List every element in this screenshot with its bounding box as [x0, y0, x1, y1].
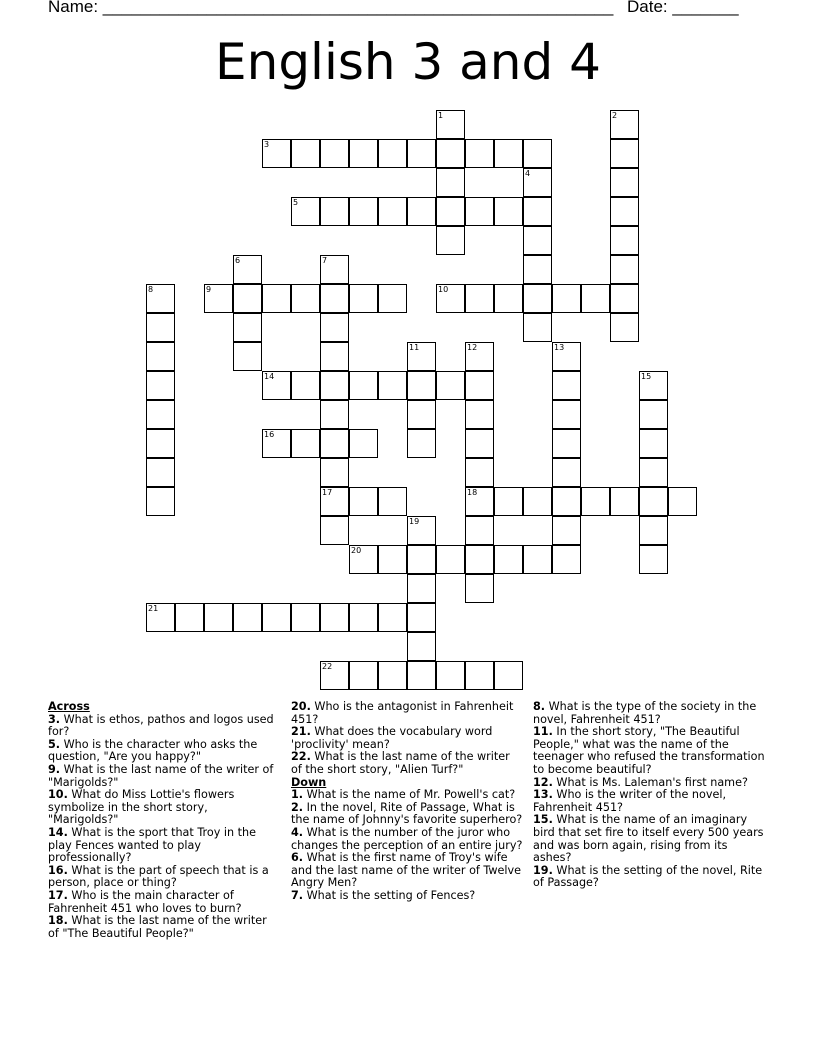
clue-number: 9: [206, 285, 212, 294]
crossword-cell[interactable]: [146, 400, 175, 429]
crossword-cell[interactable]: [291, 603, 320, 632]
crossword-cell[interactable]: [465, 661, 494, 690]
crossword-cell[interactable]: [552, 342, 581, 371]
clue-number: 21: [148, 604, 159, 613]
crossword-cell[interactable]: [407, 632, 436, 661]
across-heading: Across: [48, 700, 90, 713]
clues-column-2: [291, 701, 523, 903]
down-clue: 7. What is the setting of Fences?: [291, 888, 476, 902]
down-clue: 6. What is the first name of Troy's wife and the last name of the writer of Twelve Angry Men?: [291, 851, 522, 890]
clue-number: 7: [322, 256, 328, 265]
crossword-cell[interactable]: [523, 168, 552, 197]
across-clue: 18. What is the last name of the writer of "The Beautiful People?": [48, 914, 267, 940]
crossword-cell[interactable]: [175, 603, 204, 632]
crossword-cell[interactable]: [407, 545, 436, 574]
crossword-cell[interactable]: [233, 255, 262, 284]
clue-number: 13: [554, 343, 565, 352]
down-clue: 8. What is the type of the society in the novel, Fahrenheit 451?: [533, 700, 757, 726]
crossword-cell[interactable]: [378, 284, 407, 313]
crossword-cell[interactable]: [639, 400, 668, 429]
clue-number: 22: [322, 662, 333, 671]
crossword-cell[interactable]: [320, 371, 349, 400]
crossword-cell[interactable]: [552, 487, 581, 516]
crossword-cell[interactable]: [465, 574, 494, 603]
crossword-cell[interactable]: [465, 487, 494, 516]
crossword-cell[interactable]: [465, 371, 494, 400]
crossword-cell[interactable]: [378, 661, 407, 690]
crossword-cell[interactable]: [378, 139, 407, 168]
across-clue: 22. What is the last name of the writer of the short story, "Alien Turf?": [291, 750, 510, 776]
across-clue: 16. What is the part of speech that is a person, place or thing?: [48, 863, 269, 890]
crossword-cell[interactable]: [639, 516, 668, 545]
date-field[interactable]: Date: _______: [627, 0, 739, 16]
crossword-cell[interactable]: [436, 284, 465, 313]
crossword-cell[interactable]: [407, 603, 436, 632]
page-title: English 3 and 4: [215, 33, 601, 91]
crossword-cell[interactable]: [378, 371, 407, 400]
crossword-cell[interactable]: [552, 516, 581, 545]
crossword-cell[interactable]: [436, 226, 465, 255]
crossword-cell[interactable]: [320, 661, 349, 690]
clue-number: 11: [409, 343, 420, 352]
clue-number: 16: [264, 430, 275, 439]
across-clue: 14. What is the sport that Troy in the play Fences wanted to play professionally?: [48, 825, 257, 865]
down-clue: 11. In the short story, "The Beautiful People," what was the name of the teenager who refused the transformation to become beautiful?: [533, 725, 765, 776]
crossword-cell[interactable]: [552, 284, 581, 313]
crossword-cell[interactable]: [465, 458, 494, 487]
crossword-cell[interactable]: [349, 661, 378, 690]
down-clue: 12. What is Ms. Laleman's first name?: [533, 775, 748, 789]
crossword-cell[interactable]: [465, 139, 494, 168]
crossword-cell[interactable]: [465, 342, 494, 371]
crossword-cell[interactable]: [291, 197, 320, 226]
crossword-cell[interactable]: [320, 429, 349, 458]
crossword-cell[interactable]: [552, 400, 581, 429]
crossword-cell[interactable]: [407, 139, 436, 168]
crossword-cell[interactable]: [262, 139, 291, 168]
crossword-cell[interactable]: [146, 458, 175, 487]
crossword-cell[interactable]: [407, 371, 436, 400]
crossword-cell[interactable]: [436, 139, 465, 168]
clue-number: 15: [641, 372, 652, 381]
clue-number: 2: [612, 111, 618, 120]
crossword-cell[interactable]: [523, 255, 552, 284]
crossword-cell[interactable]: [610, 255, 639, 284]
crossword-cell[interactable]: [407, 429, 436, 458]
crossword-cell[interactable]: [639, 429, 668, 458]
crossword-cell[interactable]: [146, 603, 175, 632]
crossword-cell[interactable]: [262, 371, 291, 400]
crossword-cell[interactable]: [233, 284, 262, 313]
crossword-cell[interactable]: [523, 545, 552, 574]
across-clue: 9. What is the last name of the writer of "Marigolds?": [48, 762, 274, 789]
crossword-cell[interactable]: [378, 545, 407, 574]
crossword-cell[interactable]: [291, 139, 320, 168]
crossword-cell[interactable]: [320, 400, 349, 429]
across-clue: 20. Who is the antagonist in Fahrenheit 451?: [291, 700, 514, 726]
crossword-cell[interactable]: [494, 661, 523, 690]
down-clue: 19. What is the setting of the novel, Rite of Passage?: [533, 863, 763, 890]
crossword-cell[interactable]: [465, 400, 494, 429]
crossword-cell[interactable]: [494, 139, 523, 168]
crossword-cell[interactable]: [465, 197, 494, 226]
crossword-cell[interactable]: [610, 197, 639, 226]
name-field[interactable]: Name: ______________________________________________________: [48, 0, 614, 16]
across-clue: 17. Who is the main character of Fahrenheit 451 who loves to burn?: [48, 888, 242, 915]
crossword-cell[interactable]: [146, 487, 175, 516]
crossword-cell[interactable]: [320, 255, 349, 284]
crossword-cell[interactable]: [436, 661, 465, 690]
crossword-cell[interactable]: [320, 284, 349, 313]
crossword-cell[interactable]: [146, 313, 175, 342]
crossword-cell[interactable]: [494, 284, 523, 313]
crossword-cell[interactable]: [581, 284, 610, 313]
crossword-cell[interactable]: [378, 197, 407, 226]
crossword-cell[interactable]: [436, 168, 465, 197]
clue-number: 19: [409, 517, 420, 526]
crossword-cell[interactable]: [349, 139, 378, 168]
crossword-cell[interactable]: [610, 110, 639, 139]
down-clue: 2. In the novel, Rite of Passage, What is the name of Johnny's favorite superhero?: [291, 800, 523, 827]
crossword-cell[interactable]: [523, 284, 552, 313]
crossword-cell[interactable]: [552, 371, 581, 400]
crossword-cell[interactable]: [291, 429, 320, 458]
crossword-cell[interactable]: [523, 197, 552, 226]
crossword-cell[interactable]: [465, 516, 494, 545]
crossword-cell[interactable]: [581, 487, 610, 516]
crossword-cell[interactable]: [610, 168, 639, 197]
crossword-cell[interactable]: [407, 400, 436, 429]
across-clue: 10. What do Miss Lottie's flowers symbolize in the short story, "Marigolds?": [48, 788, 235, 827]
crossword-cell[interactable]: [146, 284, 175, 313]
clue-number: 3: [264, 140, 270, 149]
crossword-cell[interactable]: [494, 197, 523, 226]
crossword-cell[interactable]: [233, 342, 262, 371]
clues-column-3: [533, 701, 767, 890]
crossword-cell[interactable]: [349, 603, 378, 632]
clue-number: 8: [148, 285, 154, 294]
crossword-cell[interactable]: [349, 371, 378, 400]
crossword-cell[interactable]: [639, 487, 668, 516]
crossword-cell[interactable]: [407, 516, 436, 545]
crossword-cell[interactable]: [668, 487, 697, 516]
crossword-cell[interactable]: [552, 429, 581, 458]
crossword-cell[interactable]: [233, 313, 262, 342]
across-clue: 21. What does the vocabulary word 'proclivity' mean?: [291, 725, 493, 751]
crossword-cell[interactable]: [639, 458, 668, 487]
down-clue: 13. Who is the writer of the novel, Fahrenheit 451?: [533, 788, 726, 814]
down-clue: 4. What is the number of the juror who changes the perception of an entire jury?: [291, 825, 523, 852]
crossword-cell[interactable]: [320, 458, 349, 487]
crossword-cell[interactable]: [349, 487, 378, 516]
crossword-cell[interactable]: [494, 545, 523, 574]
crossword-cell[interactable]: [639, 371, 668, 400]
down-heading: Down: [291, 775, 327, 789]
crossword-cell[interactable]: [610, 313, 639, 342]
clue-number: 14: [264, 372, 275, 381]
crossword-cell[interactable]: [320, 487, 349, 516]
crossword-cell[interactable]: [291, 371, 320, 400]
crossword-cell[interactable]: [407, 574, 436, 603]
clues-column-1: [48, 701, 280, 940]
crossword-cell[interactable]: [204, 284, 233, 313]
crossword-cell[interactable]: [407, 197, 436, 226]
crossword-cell[interactable]: [378, 603, 407, 632]
crossword-cell[interactable]: [320, 313, 349, 342]
clue-number: 5: [293, 198, 299, 207]
crossword-cell[interactable]: [436, 545, 465, 574]
clue-number: 18: [467, 488, 478, 497]
clue-number: 17: [322, 488, 333, 497]
crossword-cell[interactable]: [349, 197, 378, 226]
crossword-cell[interactable]: [291, 284, 320, 313]
crossword-cell[interactable]: [407, 342, 436, 371]
crossword-cell[interactable]: [320, 197, 349, 226]
crossword-cell[interactable]: [552, 545, 581, 574]
crossword-cell[interactable]: [436, 197, 465, 226]
crossword-cell[interactable]: [465, 429, 494, 458]
crossword-cell[interactable]: [146, 429, 175, 458]
crossword-cell[interactable]: [146, 371, 175, 400]
crossword-cell[interactable]: [523, 139, 552, 168]
down-clue: 15. What is the name of an imaginary bird that set fire to itself every 500 years and was born again, rising from its ashes?: [533, 813, 764, 865]
crossword-cell[interactable]: [349, 545, 378, 574]
crossword-cell[interactable]: [262, 603, 291, 632]
clue-number: 1: [438, 111, 444, 120]
clue-number: 20: [351, 546, 362, 555]
crossword-cell[interactable]: [523, 226, 552, 255]
crossword-cell[interactable]: [552, 458, 581, 487]
crossword-cell[interactable]: [436, 371, 465, 400]
crossword-cell[interactable]: [436, 110, 465, 139]
clue-number: 4: [525, 169, 531, 178]
crossword-cell[interactable]: [320, 603, 349, 632]
down-clue: 1. What is the name of Mr. Powell's cat?: [291, 788, 516, 802]
crossword-cell[interactable]: [146, 342, 175, 371]
across-clue: 5. Who is the character who asks the question, "Are you happy?": [48, 737, 258, 764]
crossword-cell[interactable]: [610, 139, 639, 168]
across-clue-list: [48, 714, 280, 941]
crossword-cell[interactable]: [523, 313, 552, 342]
crossword-cell[interactable]: [262, 284, 291, 313]
crossword-cell[interactable]: [610, 487, 639, 516]
crossword-cell[interactable]: [610, 284, 639, 313]
clue-number: 12: [467, 343, 478, 352]
crossword-cell[interactable]: [320, 342, 349, 371]
crossword-cell[interactable]: [523, 487, 552, 516]
across-clue: 3. What is ethos, pathos and logos used for?: [48, 712, 274, 739]
crossword-cell[interactable]: [639, 545, 668, 574]
crossword-cell[interactable]: [465, 284, 494, 313]
crossword-cell[interactable]: [465, 545, 494, 574]
crossword-cell[interactable]: [407, 661, 436, 690]
crossword-cell[interactable]: [320, 139, 349, 168]
crossword-cell[interactable]: [378, 487, 407, 516]
crossword-cell[interactable]: [349, 284, 378, 313]
crossword-cell[interactable]: [233, 603, 262, 632]
crossword-cell[interactable]: [349, 429, 378, 458]
crossword-cell[interactable]: [494, 487, 523, 516]
crossword-cell[interactable]: [262, 429, 291, 458]
crossword-cell[interactable]: [610, 226, 639, 255]
crossword-cell[interactable]: [204, 603, 233, 632]
clue-number: 10: [438, 285, 449, 294]
clue-number: 6: [235, 256, 241, 265]
crossword-cell[interactable]: [320, 516, 349, 545]
